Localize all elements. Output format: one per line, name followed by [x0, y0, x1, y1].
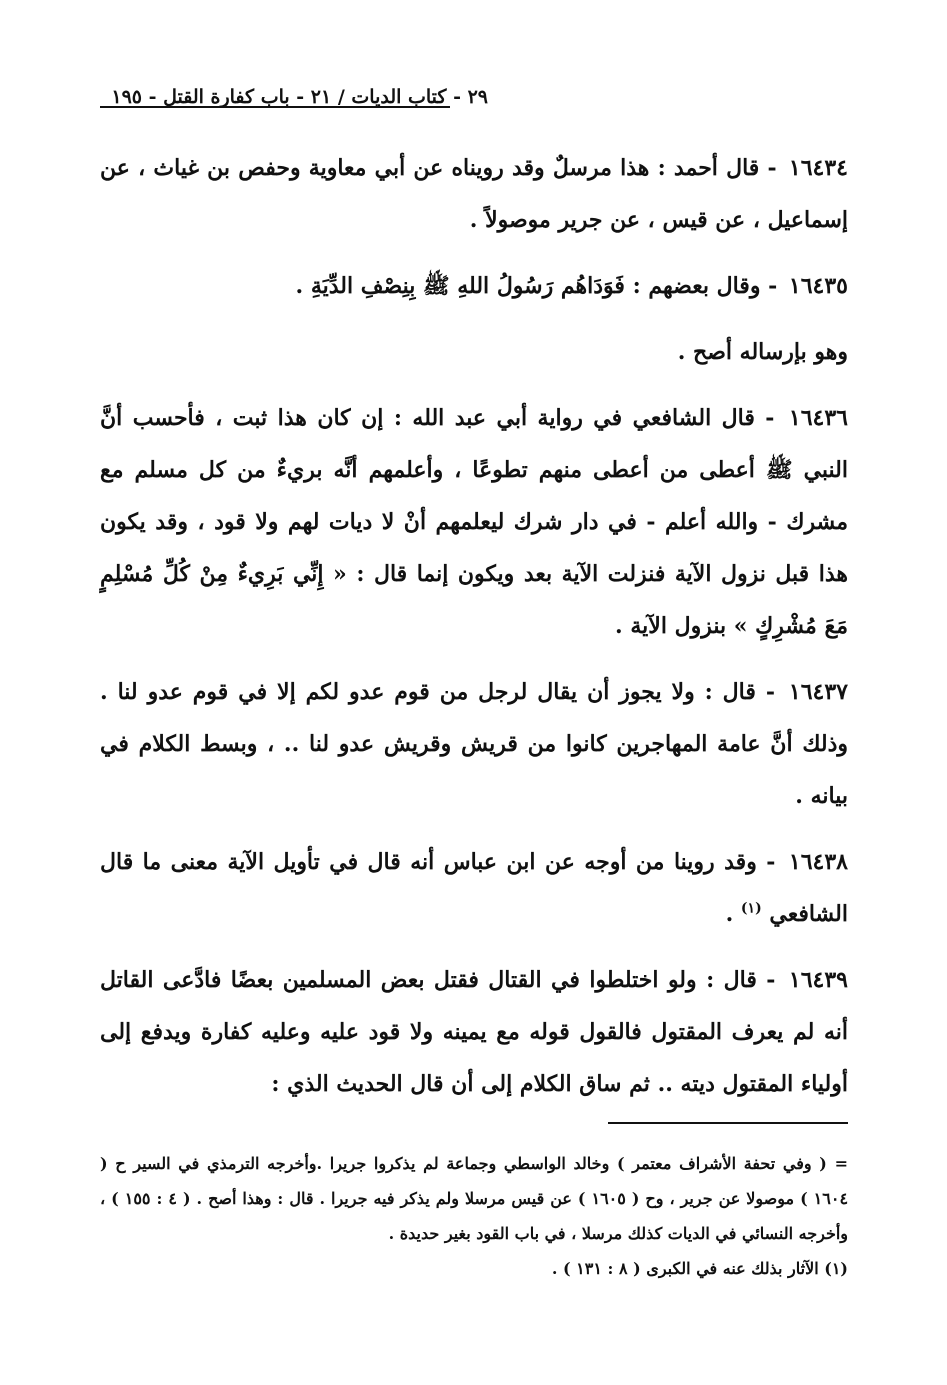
hadith-number: ١٦٤٣٦	[788, 405, 848, 431]
paragraph-remark	[100, 326, 848, 378]
footnote-reference[interactable]: (١)	[740, 900, 762, 917]
paragraph-text: وهو بإرساله أصح .	[677, 339, 848, 365]
header-title: ٢٩ - كتاب الديات / ٢١ - باب كفارة القتل - ١٩٥	[111, 86, 488, 108]
paragraph-text: - وقد روينا من أوجه عن ابن عباس أنه قال في تأويل الآية معنى ما قال الشافعي	[100, 849, 848, 927]
running-header	[100, 84, 848, 124]
footnote-1: (١) الآثار بذلك عنه في الكبرى ( ٨ : ١٣١ ) .	[551, 1259, 848, 1278]
header-rule	[100, 106, 450, 108]
paragraph-16434	[100, 142, 848, 246]
hadith-number: ١٦٤٣٥	[788, 273, 848, 299]
paragraph-16438	[100, 836, 848, 940]
footnote-continuation: = ( وفي تحفة الأشراف معتمر ) وخالد الواسطي وجماعة لم يذكروا جريرا .وأخرجه الترمذي في السير ح ( ١٦٠٤ ) موصولا عن جرير ، وح ( ١٦٠٥ ) عن قيس مرسلا ولم يذكر فيه جريرا . قال : وهذا أصح . ( ٤ : ١٥٥ ) ، وأخرجه النسائي في الديات كذلك مرسلا ، في باب القود بغير حديدة .	[100, 1154, 849, 1243]
hadith-number: ١٦٤٣٩	[788, 967, 848, 993]
footnotes	[100, 1146, 848, 1286]
footnote-separator	[608, 1122, 848, 1124]
main-text	[100, 142, 848, 1124]
paragraph-text: - قال : ولو اختلطوا في القتال فقتل بعض المسلمين بعضًا فادَّعى القاتل أنه لم يعرف المقتول فالقول قوله مع يمينه ولا قود عليه وعليه كفارة ويدفع إلى أولياء المقتول ديته .. ثم ساق الكلام إلى أن قال الحديث الذي :	[100, 967, 848, 1097]
hadith-number: ١٦٤٣٤	[788, 155, 848, 181]
paragraph-text: - قال : ولا يجوز أن يقال لرجل من قوم عدو لكم إلا في قوم عدو لنا . وذلك أنَّ عامة المهاجرين كانوا من قريش وقريش عدو لنا .. ، وبسط الكلام في بيانه .	[100, 679, 848, 809]
paragraph-16437	[100, 666, 848, 822]
paragraph-16439	[100, 954, 848, 1110]
paragraph-text: - قال أحمد : هذا مرسلٌ وقد رويناه عن أبي معاوية وحفص بن غياث ، عن إسماعيل ، عن قيس ، عن جرير موصولاً .	[100, 155, 848, 233]
paragraph-text: - وقال بعضهم : فَوَدَاهُم رَسُولُ اللهِ ﷺ بِنِصْفِ الدِّيَةِ .	[295, 273, 778, 299]
hadith-number: ١٦٤٣٨	[788, 849, 848, 875]
paragraph-text: - قال الشافعي في رواية أبي عبد الله : إن كان هذا ثبت ، فأحسب أنَّ النبي ﷺ أعطى من أعطى منهم تطوعًا ، وأعلمهم أنَّه بريءٌ من كل مسلم مع مشرك - والله أعلم - في دار شرك ليعلمهم أنْ لا ديات لهم ولا قود ، وقد يكون هذا قبل نزول الآية فنزلت الآية بعد ويكون إنما قال : « إِنِّي بَرِيءٌ مِنْ كُلِّ مُسْلِمٍ مَعَ مُشْرِكٍ » بنزول الآية .	[100, 405, 848, 639]
paragraph-16436	[100, 392, 848, 652]
paragraph-tail: .	[725, 901, 741, 927]
paragraph-16435	[100, 260, 848, 312]
hadith-number: ١٦٤٣٧	[788, 679, 848, 705]
